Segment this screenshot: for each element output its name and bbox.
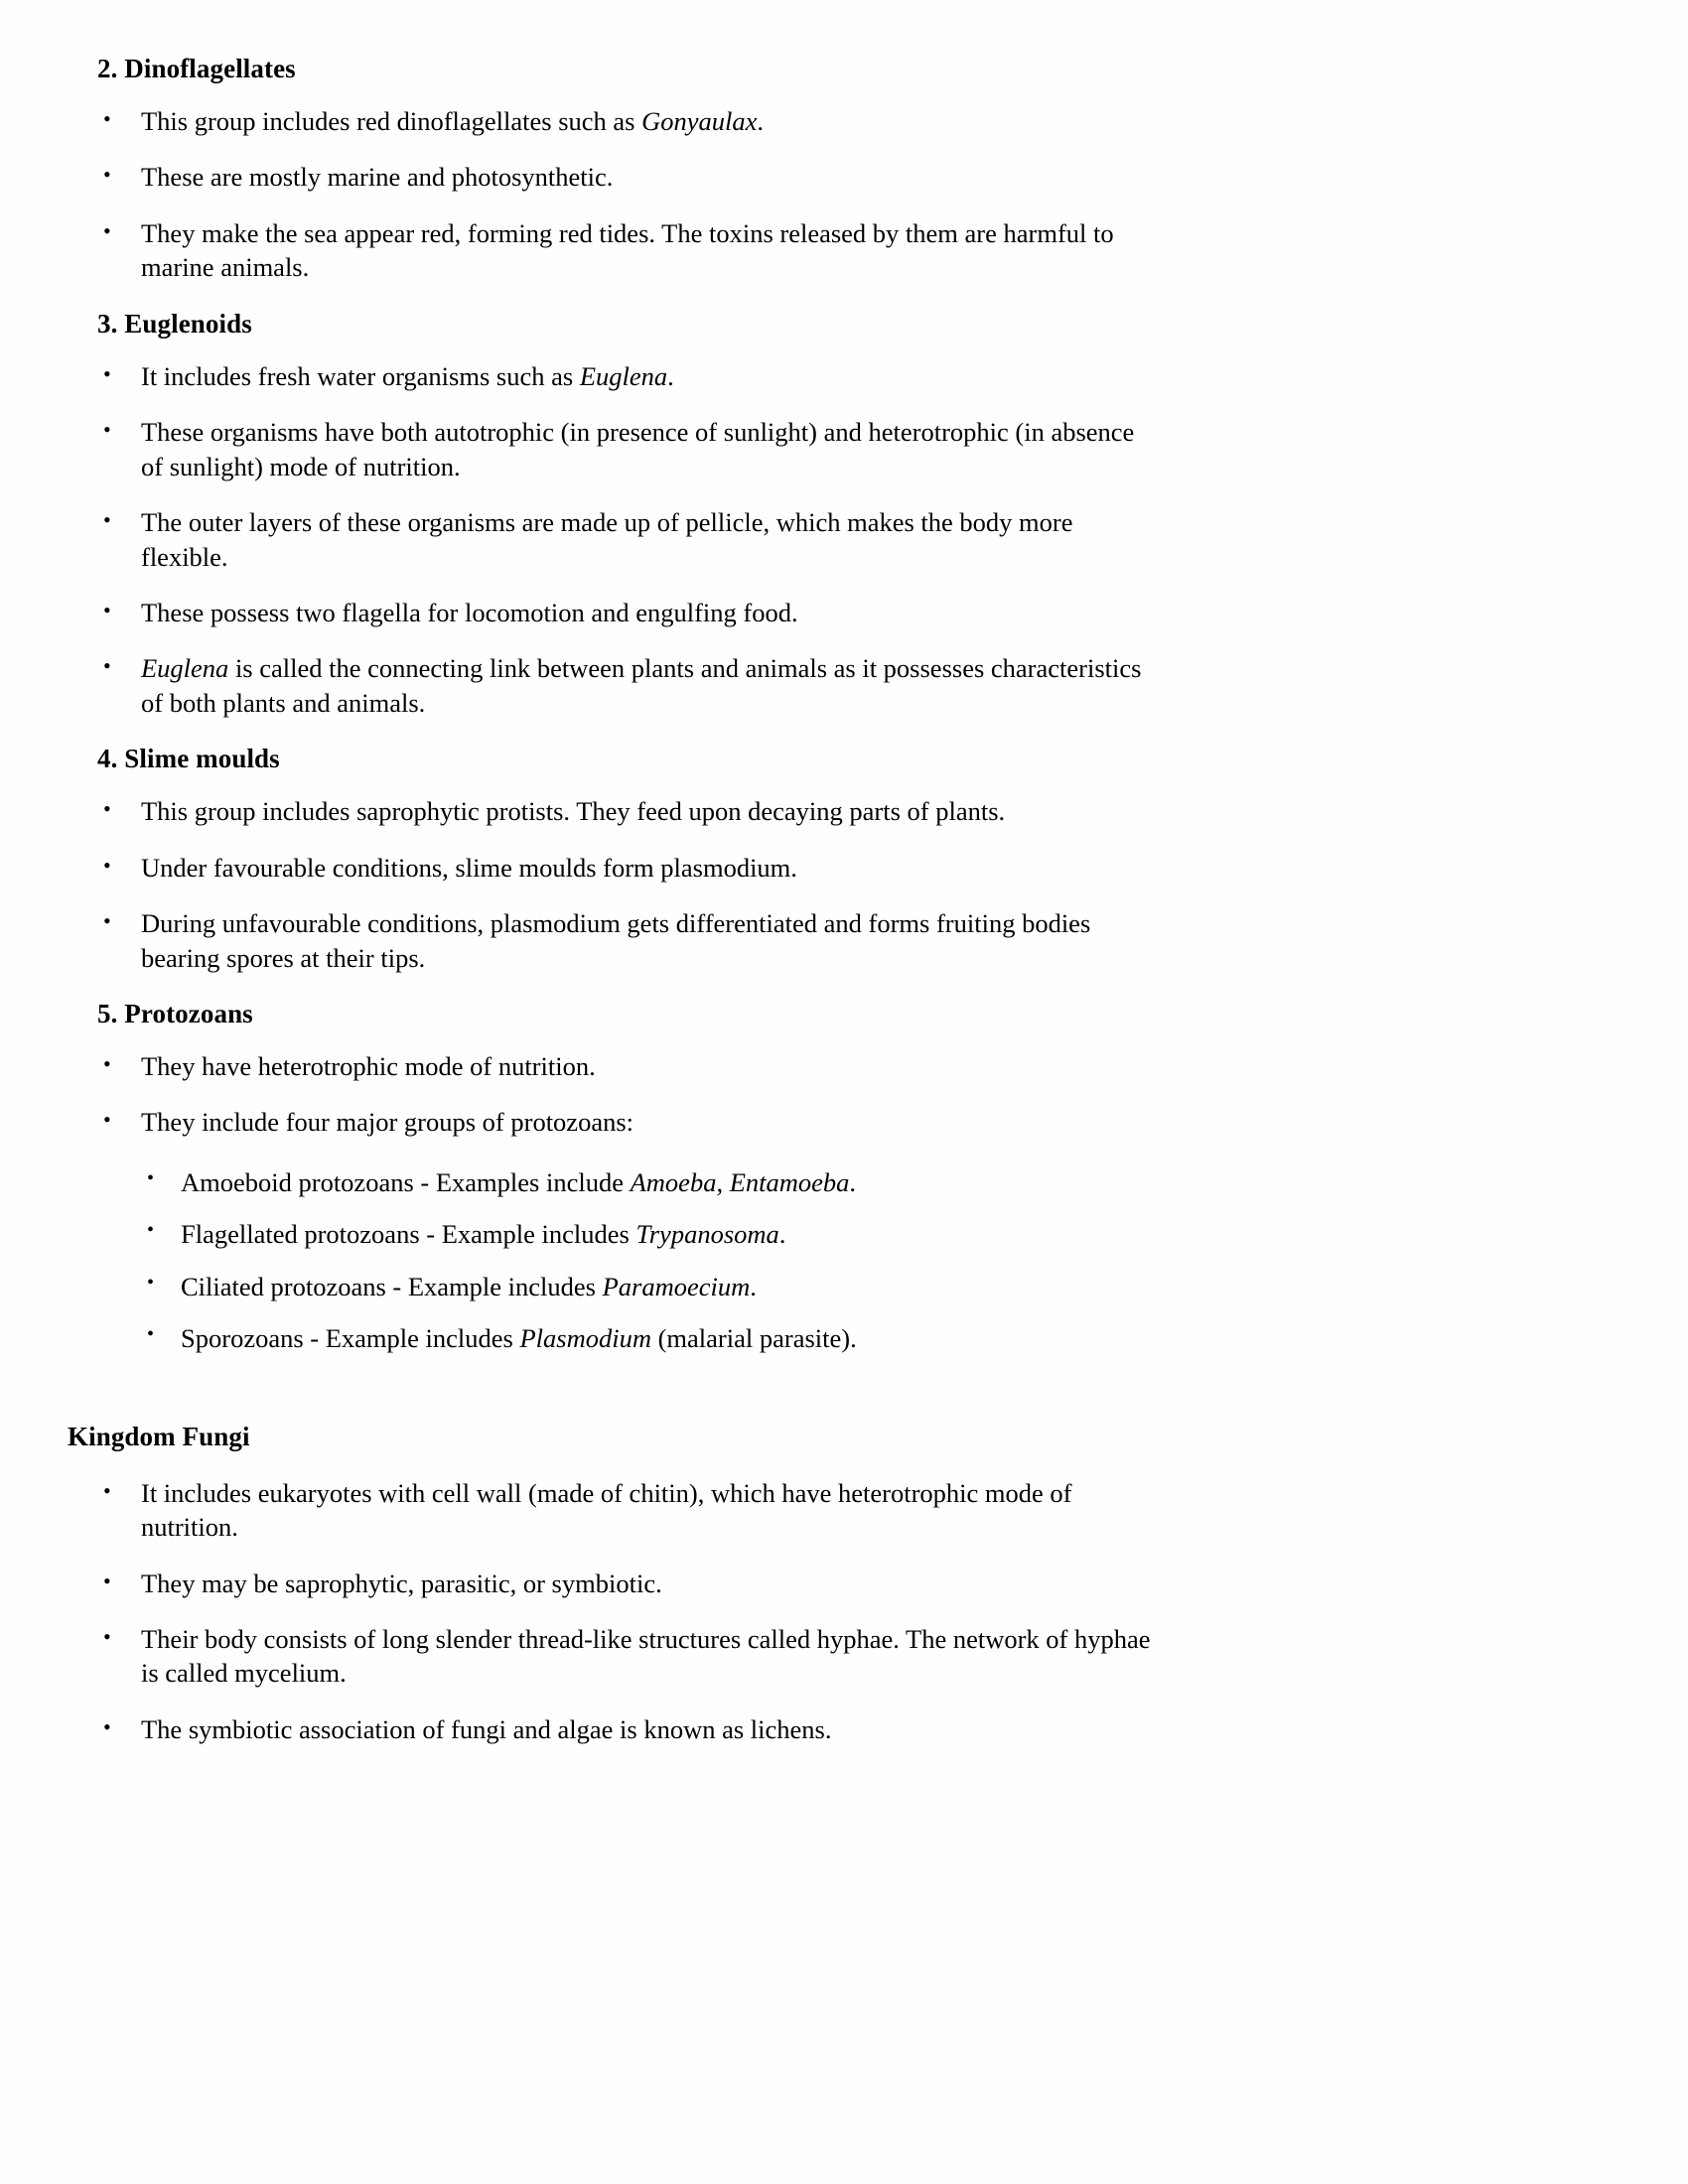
section-heading-euglenoids: 3. Euglenoids (97, 308, 252, 339)
bullet-list-dinoflagellates (0, 104, 1688, 285)
section-heading-dinoflagellates: 2. Dinoflagellates (97, 54, 296, 83)
list-item: • Flagellated protozoans - Example includes Trypanosoma. (147, 1217, 1124, 1251)
list-item: • These possess two flagella for locomotion and engulfing food. (103, 596, 1159, 629)
list-item: • Amoeboid protozoans - Examples include Amoeba, Entamoeba. (147, 1165, 1124, 1199)
list-item: • They include four major groups of protozoans: (103, 1105, 1159, 1139)
list-item: • It includes eukaryotes with cell wall (made of chitin), which have heterotrophic mode of nutrition. (103, 1476, 1159, 1545)
section-heading-protozoans: 5. Protozoans (97, 999, 253, 1028)
section-heading-slime-moulds: 4. Slime moulds (97, 744, 280, 774)
list-item: • These are mostly marine and photosynthetic. (103, 160, 1159, 194)
bullet-list-protozoan-groups (0, 1165, 1688, 1356)
list-item: • They have heterotrophic mode of nutrition. (103, 1049, 1159, 1083)
bullet-list-slime-moulds (0, 794, 1688, 975)
list-item: • The symbiotic association of fungi and algae is known as lichens. (103, 1712, 1159, 1746)
list-item: • This group includes red dinoflagellates such as Gonyaulax. (103, 104, 1159, 138)
list-item: • These organisms have both autotrophic (in presence of sunlight) and heterotrophic (in absence of sunlight) mode of nutrition. (103, 415, 1159, 483)
section-heading-kingdom-fungi: Kingdom Fungi (68, 1421, 250, 1451)
list-item: • The outer layers of these organisms are made up of pellicle, which makes the body more flexible. (103, 505, 1159, 574)
list-item: • It includes fresh water organisms such as Euglena. (103, 359, 1159, 393)
list-item: • During unfavourable conditions, plasmodium gets differentiated and forms fruiting bodies bearing spores at their tips. (103, 906, 1159, 975)
list-item: • Under favourable conditions, slime moulds form plasmodium. (103, 851, 1159, 885)
list-item: • They may be saprophytic, parasitic, or symbiotic. (103, 1567, 1159, 1600)
list-item: • Euglena is called the connecting link between plants and animals as it possesses characteristics of both plants and animals. (103, 651, 1159, 720)
list-item: • Sporozoans - Example includes Plasmodium (malarial parasite). (147, 1321, 1124, 1355)
bullet-list-protozoans (0, 1049, 1688, 1140)
list-item: • They make the sea appear red, forming red tides. The toxins released by them are harmful to marine animals. (103, 216, 1159, 285)
list-item: • Ciliated protozoans - Example includes Paramoecium. (147, 1270, 1124, 1303)
list-item: • This group includes saprophytic protists. They feed upon decaying parts of plants. (103, 794, 1159, 828)
bullet-list-kingdom-fungi (0, 1476, 1688, 1747)
bullet-list-euglenoids (0, 359, 1688, 721)
list-item: • Their body consists of long slender thread-like structures called hyphae. The network of hyphae is called mycelium. (103, 1622, 1159, 1691)
